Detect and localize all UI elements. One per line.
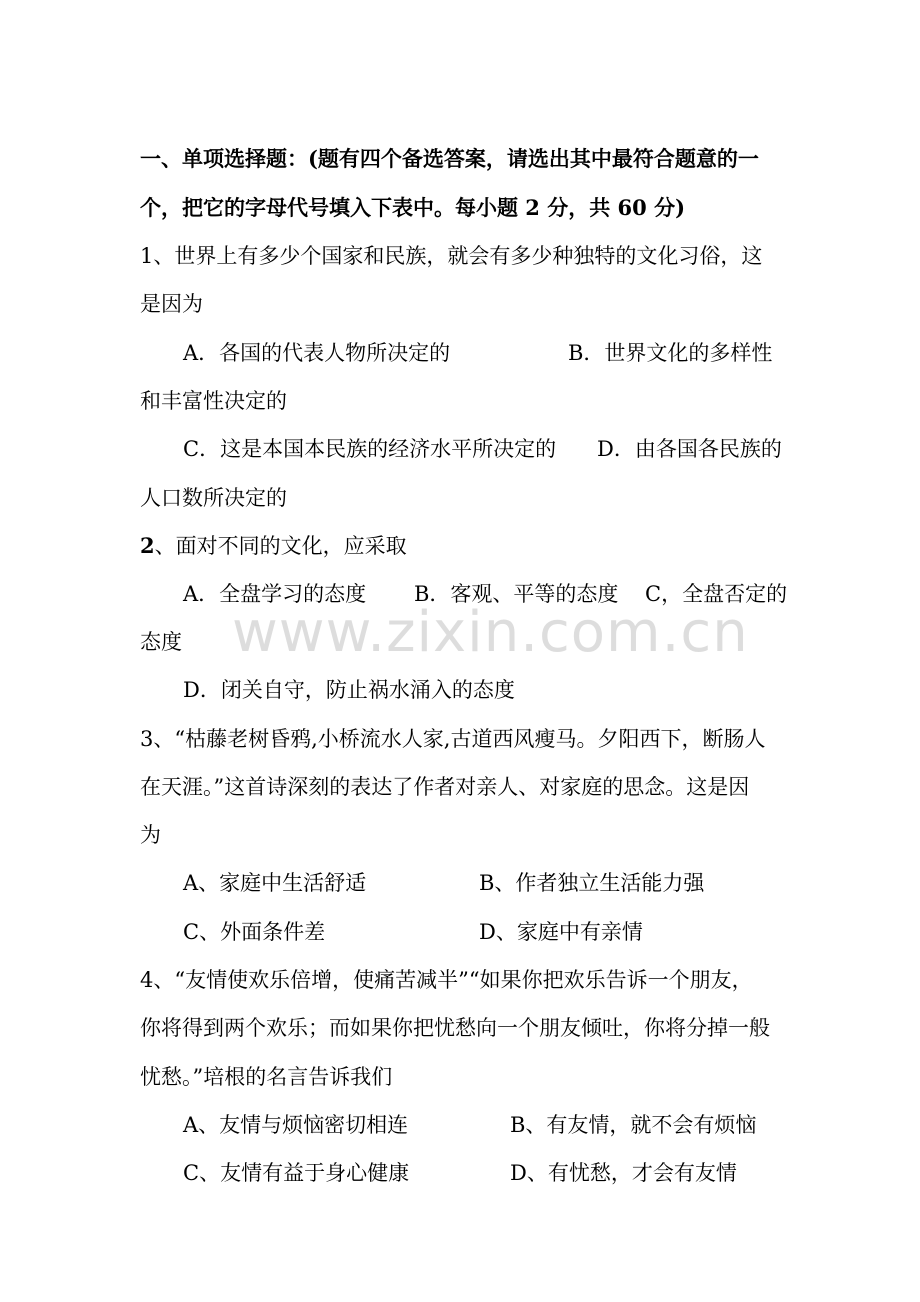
question-3-option-c: C、外面条件差 <box>183 920 326 944</box>
question-1-option-b-continued: 和丰富性决定的 <box>140 389 287 413</box>
question-4-option-a: A、友情与烦恼密切相连 <box>183 1113 409 1137</box>
section-heading-line-1: 一、单项选择题：(题有四个备选答案，请选出其中最符合题意的一 <box>140 146 759 171</box>
question-4-option-b: B、有友情，就不会有烦恼 <box>510 1113 757 1137</box>
section-heading-line-2: 个，把它的字母代号填入下表中。每小题 2 分，共 60 分) <box>140 195 686 220</box>
question-3-stem-line-2: 在天涯。”这首诗深刻的表达了作者对亲人、对家庭的思念。这是因 <box>140 775 750 799</box>
question-1-option-d-continued: 人口数所决定的 <box>140 486 287 510</box>
question-3-option-d: D、家庭中有亲情 <box>479 920 643 944</box>
question-2-stem <box>140 531 407 561</box>
question-2-option-b: B．客观、平等的态度 <box>414 582 619 606</box>
question-4-option-c: C、友情有益于身心健康 <box>183 1161 410 1185</box>
question-2-option-c-continued: 态度 <box>140 630 182 654</box>
question-2-option-a: A．全盘学习的态度 <box>183 582 367 606</box>
question-2-stem-text: 、面对不同的文化，应采取 <box>154 534 407 558</box>
question-3-stem-line-3: 为 <box>140 823 161 847</box>
question-3-option-a: A、家庭中生活舒适 <box>183 871 367 895</box>
question-4-option-d: D、有忧愁，才会有友情 <box>510 1161 737 1185</box>
question-2-number: 2 <box>140 533 155 558</box>
question-2-option-d: D．闭关自守，防止祸水涌入的态度 <box>183 678 515 702</box>
question-2-option-c: C，全盘否定的 <box>645 582 788 606</box>
question-4-stem-line-1: 4、“友情使欢乐倍增，使痛苦减半”“如果你把欢乐告诉一个朋友， <box>140 968 753 992</box>
question-4-stem-line-2: 你将得到两个欢乐；而如果你把忧愁向一个朋友倾吐，你将分掉一般 <box>140 1016 770 1040</box>
question-1-option-c: C．这是本国本民族的经济水平所决定的 <box>183 437 557 461</box>
question-1-stem-line-2: 是因为 <box>140 292 203 316</box>
question-1-stem-line-1: 1、世界上有多少个国家和民族，就会有多少种独特的文化习俗，这 <box>140 244 763 268</box>
watermark: www.zixin.com.cn <box>232 600 749 665</box>
question-4-stem-line-3: 忧愁。”培根的名言告诉我们 <box>140 1065 393 1089</box>
question-1-option-b: B．世界文化的多样性 <box>568 341 773 365</box>
question-1-option-d: D．由各国各民族的 <box>597 437 782 461</box>
question-3-option-b: B、作者独立生活能力强 <box>479 871 705 895</box>
question-1-option-a: A．各国的代表人物所决定的 <box>183 341 451 365</box>
question-3-stem-line-1: 3、“枯藤老树昏鸦,小桥流水人家,古道西风瘦马。夕阳西下，断肠人 <box>140 727 766 751</box>
